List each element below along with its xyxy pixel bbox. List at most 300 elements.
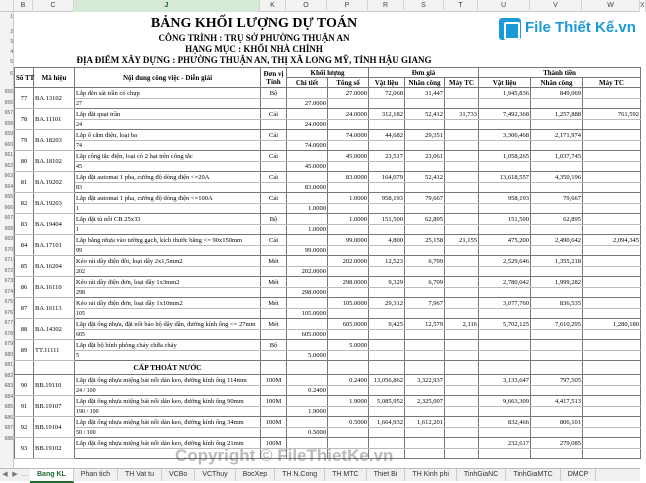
row-empty-cell[interactable]	[583, 330, 641, 340]
sheet-tab[interactable]: DMCP	[561, 469, 597, 481]
row-code[interactable]: BB.19104	[34, 417, 75, 438]
row-number[interactable]: 669	[4, 236, 13, 242]
row-amount-material[interactable]: 3,077,760	[479, 298, 531, 309]
row-number-gutter[interactable]	[0, 12, 14, 468]
row-stt[interactable]: 89	[15, 340, 34, 361]
section-empty[interactable]	[445, 361, 479, 375]
row-explanation[interactable]: 1	[75, 225, 261, 235]
row-material-price[interactable]: 44,682	[369, 130, 405, 141]
section-empty[interactable]	[405, 361, 445, 375]
row-amount-labor[interactable]: 4,350,196	[531, 172, 583, 183]
row-empty-cell[interactable]	[405, 183, 445, 193]
row-number[interactable]: 677	[4, 320, 13, 326]
row-description[interactable]: Lắp ổ cắm điện, loại ba	[75, 130, 261, 141]
row-amount-labor[interactable]: 797,505	[531, 375, 583, 386]
row-labor-price[interactable]: 23,061	[405, 151, 445, 162]
row-stt[interactable]: 82	[15, 193, 34, 214]
row-unit-empty[interactable]	[261, 204, 287, 214]
table-row[interactable]	[15, 340, 641, 351]
row-number[interactable]: 5	[10, 59, 13, 65]
row-total[interactable]: 5.0000	[328, 340, 369, 351]
row-total[interactable]: 105.0000	[328, 298, 369, 309]
row-empty-cell[interactable]	[405, 246, 445, 256]
row-amount-labor[interactable]: 7,610,295	[531, 319, 583, 330]
row-detail-empty[interactable]	[287, 130, 328, 141]
row-amount-material[interactable]: 832,466	[479, 417, 531, 428]
row-stt[interactable]: 83	[15, 214, 34, 235]
row-description[interactable]: Lắp đặt automat 1 pha, cường độ dòng điện <=20A	[75, 172, 261, 183]
row-detail-empty[interactable]	[287, 375, 328, 386]
row-detail-qty[interactable]: 298.0000	[287, 288, 328, 298]
row-machine-price[interactable]	[445, 417, 479, 428]
row-unit[interactable]: Bộ	[261, 88, 287, 99]
row-stt[interactable]: 85	[15, 256, 34, 277]
row-amount-machine[interactable]	[583, 151, 641, 162]
row-empty-cell[interactable]	[369, 428, 405, 438]
row-number[interactable]: 682	[4, 372, 13, 379]
row-code[interactable]: BA.11101	[34, 109, 75, 130]
row-empty-cell[interactable]	[328, 183, 369, 193]
row-empty-cell[interactable]	[479, 204, 531, 214]
row-unit-empty[interactable]	[261, 351, 287, 361]
section-empty[interactable]	[15, 361, 34, 375]
row-unit-empty[interactable]	[261, 183, 287, 193]
row-machine-price[interactable]: 21,155	[445, 235, 479, 246]
row-machine-price[interactable]	[445, 151, 479, 162]
row-empty-cell[interactable]	[531, 225, 583, 235]
row-unit-empty[interactable]	[261, 267, 287, 277]
row-amount-material[interactable]: 9,663,309	[479, 396, 531, 407]
row-empty-cell[interactable]	[445, 183, 479, 193]
row-empty-cell[interactable]	[531, 428, 583, 438]
row-machine-price[interactable]	[445, 438, 479, 449]
row-number[interactable]: 664	[4, 183, 13, 190]
row-code[interactable]: TT.11111	[34, 340, 75, 361]
row-empty-cell[interactable]	[445, 225, 479, 235]
row-amount-material[interactable]: 1,058,265	[479, 151, 531, 162]
row-number[interactable]: 674	[4, 288, 13, 295]
row-amount-material[interactable]: 2,780,042	[479, 277, 531, 288]
row-labor-price[interactable]: 3,322,937	[405, 375, 445, 386]
row-explanation[interactable]: 74	[75, 141, 261, 151]
row-empty-cell[interactable]	[445, 204, 479, 214]
row-empty-cell[interactable]	[328, 407, 369, 417]
row-empty-cell[interactable]	[583, 386, 641, 396]
row-material-price[interactable]	[369, 340, 405, 351]
row-amount-labor[interactable]: 1,257,888	[531, 109, 583, 120]
table-row-detail[interactable]	[15, 407, 641, 417]
row-empty-cell[interactable]	[583, 267, 641, 277]
row-labor-price[interactable]: 31,447	[405, 88, 445, 99]
row-description[interactable]: Lắp đặt quạt trần	[75, 109, 261, 120]
column-header-P[interactable]: P	[327, 0, 368, 12]
row-amount-machine[interactable]	[583, 396, 641, 407]
row-empty-cell[interactable]	[445, 330, 479, 340]
row-empty-cell[interactable]	[405, 141, 445, 151]
row-detail-empty[interactable]	[287, 298, 328, 309]
row-unit-empty[interactable]	[261, 99, 287, 109]
row-number[interactable]: 675	[4, 299, 13, 305]
row-empty-cell[interactable]	[405, 428, 445, 438]
row-total[interactable]: 0.2400	[328, 375, 369, 386]
row-number[interactable]: 667	[4, 215, 13, 221]
table-row[interactable]	[15, 193, 641, 204]
row-unit[interactable]: Cái	[261, 151, 287, 162]
column-header-bar[interactable]	[0, 0, 645, 12]
row-unit[interactable]: Bộ	[261, 214, 287, 225]
row-amount-labor[interactable]: 2,490,642	[531, 235, 583, 246]
sheet-tab[interactable]: BocXep	[236, 469, 276, 481]
row-detail-qty[interactable]: 0.5000	[287, 428, 328, 438]
table-row[interactable]	[15, 256, 641, 267]
row-description[interactable]: Lắp công tắc điện, loại có 2 hạt trên công tắc	[75, 151, 261, 162]
row-machine-price[interactable]	[445, 88, 479, 99]
row-stt[interactable]: 88	[15, 319, 34, 340]
row-amount-labor[interactable]: 836,535	[531, 298, 583, 309]
row-code[interactable]: BA.14302	[34, 319, 75, 340]
column-header-W[interactable]: W	[582, 0, 640, 12]
row-description[interactable]: Lắp đặt ống nhựa miệng bát nối dán keo, đường kính ống 21mm	[75, 438, 261, 449]
row-empty-cell[interactable]	[328, 351, 369, 361]
row-empty-cell[interactable]	[328, 120, 369, 130]
row-unit[interactable]: 100M	[261, 438, 287, 449]
row-amount-labor[interactable]: 79,667	[531, 193, 583, 204]
row-description[interactable]: Lắp băng nhựa vào tường gạch, kích thước băng <= 90x150mm	[75, 235, 261, 246]
row-code[interactable]: BA.19202	[34, 172, 75, 193]
row-empty-cell[interactable]	[445, 120, 479, 130]
row-empty-cell[interactable]	[328, 330, 369, 340]
row-description[interactable]: Kéo rải dây điện đôi, loại dây 2x1,5mm2	[75, 256, 261, 267]
row-empty-cell[interactable]	[405, 351, 445, 361]
more-tabs-icon[interactable]: …	[21, 471, 29, 478]
row-empty-cell[interactable]	[479, 267, 531, 277]
row-labor-price[interactable]: 12,579	[405, 319, 445, 330]
row-empty-cell[interactable]	[445, 428, 479, 438]
row-stt[interactable]: 93	[15, 438, 34, 459]
row-labor-price[interactable]: 25,158	[405, 235, 445, 246]
table-row-detail[interactable]	[15, 330, 641, 340]
table-row-detail[interactable]	[15, 120, 641, 130]
row-detail-empty[interactable]	[287, 109, 328, 120]
row-empty-cell[interactable]	[328, 162, 369, 172]
row-description[interactable]: Lắp đặt ống nhựa miệng bát nối dán keo, đường kính ống 90mm	[75, 396, 261, 407]
row-amount-machine[interactable]	[583, 438, 641, 449]
sheet-tab[interactable]: Phan tich	[74, 469, 118, 481]
row-labor-price[interactable]: 7,967	[405, 298, 445, 309]
row-material-price[interactable]: 23,517	[369, 151, 405, 162]
row-stt[interactable]: 78	[15, 109, 34, 130]
row-code[interactable]: BA.18102	[34, 151, 75, 172]
row-unit-empty[interactable]	[261, 120, 287, 130]
row-code[interactable]: BA.19404	[34, 214, 75, 235]
row-explanation[interactable]: 5	[75, 351, 261, 361]
row-empty-cell[interactable]	[583, 428, 641, 438]
row-unit[interactable]: Cái	[261, 235, 287, 246]
row-unit[interactable]: Mét	[261, 319, 287, 330]
row-code[interactable]: BB.19107	[34, 396, 75, 417]
row-unit[interactable]: Cái	[261, 109, 287, 120]
row-unit-empty[interactable]	[261, 246, 287, 256]
row-description[interactable]: Lắp đặt bộ bình phòng cháy chữa cháy	[75, 340, 261, 351]
row-empty-cell[interactable]	[531, 288, 583, 298]
row-empty-cell[interactable]	[328, 428, 369, 438]
row-material-price[interactable]: 72,068	[369, 88, 405, 99]
row-detail-qty[interactable]: 0.2400	[287, 386, 328, 396]
row-empty-cell[interactable]	[445, 386, 479, 396]
row-description[interactable]: Lắp đặt tủ nổi CB 25x33	[75, 214, 261, 225]
row-number[interactable]: 662	[4, 162, 13, 169]
row-empty-cell[interactable]	[479, 407, 531, 417]
row-unit[interactable]: Cái	[261, 193, 287, 204]
table-row-detail[interactable]	[15, 141, 641, 151]
row-empty-cell[interactable]	[479, 120, 531, 130]
table-row[interactable]	[15, 130, 641, 141]
row-unit-empty[interactable]	[261, 288, 287, 298]
row-machine-price[interactable]	[445, 130, 479, 141]
row-amount-material[interactable]: 3,306,468	[479, 130, 531, 141]
row-number[interactable]: 685	[4, 404, 13, 410]
row-empty-cell[interactable]	[479, 162, 531, 172]
row-number[interactable]: 660	[4, 141, 13, 148]
row-empty-cell[interactable]	[445, 141, 479, 151]
row-empty-cell[interactable]	[583, 309, 641, 319]
row-code[interactable]: BA.13102	[34, 88, 75, 109]
table-row[interactable]	[15, 277, 641, 288]
row-empty-cell[interactable]	[479, 330, 531, 340]
row-detail-empty[interactable]	[287, 319, 328, 330]
row-number[interactable]: 2	[10, 29, 13, 35]
row-explanation[interactable]: 45	[75, 162, 261, 172]
row-empty-cell[interactable]	[583, 246, 641, 256]
row-amount-material[interactable]: 2,529,646	[479, 256, 531, 267]
row-empty-cell[interactable]	[445, 351, 479, 361]
row-labor-price[interactable]: 79,667	[405, 193, 445, 204]
row-empty-cell[interactable]	[405, 120, 445, 130]
row-labor-price[interactable]: 1,612,201	[405, 417, 445, 428]
row-empty-cell[interactable]	[445, 449, 479, 459]
row-empty-cell[interactable]	[405, 204, 445, 214]
row-amount-machine[interactable]	[583, 130, 641, 141]
row-number[interactable]: 672	[4, 267, 13, 274]
row-machine-price[interactable]: 31,733	[445, 109, 479, 120]
row-empty-cell[interactable]	[583, 449, 641, 459]
row-explanation[interactable]: 27	[75, 99, 261, 109]
row-code[interactable]: BA.16113	[34, 298, 75, 319]
row-description[interactable]: Lắp đặt automat 1 pha, cường độ dòng điện <=100A	[75, 193, 261, 204]
row-amount-machine[interactable]: 761,592	[583, 109, 641, 120]
row-detail-qty[interactable]: 1.0000	[287, 225, 328, 235]
row-number[interactable]: 673	[4, 278, 13, 284]
row-labor-price[interactable]: 52,412	[405, 172, 445, 183]
row-total[interactable]: 83.0000	[328, 172, 369, 183]
row-empty-cell[interactable]	[583, 407, 641, 417]
row-code[interactable]: BA.16110	[34, 277, 75, 298]
row-empty-cell[interactable]	[328, 204, 369, 214]
row-empty-cell[interactable]	[445, 407, 479, 417]
row-amount-material[interactable]: 1,945,836	[479, 88, 531, 99]
row-amount-material[interactable]: 5,702,125	[479, 319, 531, 330]
row-number[interactable]: 6	[10, 71, 13, 77]
row-empty-cell[interactable]	[479, 449, 531, 459]
column-header-J[interactable]: J	[74, 0, 260, 12]
row-empty-cell[interactable]	[531, 246, 583, 256]
table-row[interactable]	[15, 417, 641, 428]
row-number[interactable]: 3	[10, 39, 13, 45]
row-description[interactable]: Kéo rải dây điện đơn, loại dây 1x3mm2	[75, 277, 261, 288]
row-unit-empty[interactable]	[261, 407, 287, 417]
row-empty-cell[interactable]	[583, 141, 641, 151]
table-row-detail[interactable]	[15, 162, 641, 172]
row-explanation[interactable]: 83	[75, 183, 261, 193]
row-code[interactable]: BA.18203	[34, 130, 75, 151]
row-empty-cell[interactable]	[479, 141, 531, 151]
row-labor-price[interactable]	[405, 340, 445, 351]
row-amount-labor[interactable]: 1,355,218	[531, 256, 583, 267]
row-total[interactable]: 1.0000	[328, 193, 369, 204]
row-labor-price[interactable]: 6,709	[405, 256, 445, 267]
row-empty-cell[interactable]	[479, 288, 531, 298]
row-unit[interactable]: Mét	[261, 298, 287, 309]
row-amount-labor[interactable]: 806,101	[531, 417, 583, 428]
row-detail-qty[interactable]: 1.0000	[287, 204, 328, 214]
row-empty-cell[interactable]	[405, 309, 445, 319]
tab-scroll-left-icon[interactable]: ◀	[2, 471, 8, 478]
row-description[interactable]: Lắp đặt ống nhựa miệng bát nối dán keo, đường kính ống 114mm	[75, 375, 261, 386]
column-header-R[interactable]: R	[368, 0, 404, 12]
row-empty-cell[interactable]	[369, 407, 405, 417]
row-empty-cell[interactable]	[405, 99, 445, 109]
row-empty-cell[interactable]	[328, 99, 369, 109]
row-detail-empty[interactable]	[287, 151, 328, 162]
row-unit[interactable]: Bộ	[261, 340, 287, 351]
row-material-price[interactable]: 151,500	[369, 214, 405, 225]
sheet-tab[interactable]: VCThuy	[195, 469, 235, 481]
row-empty-cell[interactable]	[328, 267, 369, 277]
row-unit[interactable]: 100M	[261, 375, 287, 386]
row-detail-empty[interactable]	[287, 340, 328, 351]
row-amount-labor[interactable]: 1,037,745	[531, 151, 583, 162]
row-code[interactable]: BB.19110	[34, 375, 75, 396]
row-material-price[interactable]: 958,193	[369, 193, 405, 204]
column-header-V[interactable]: V	[530, 0, 582, 12]
table-row[interactable]	[15, 214, 641, 225]
row-stt[interactable]: 77	[15, 88, 34, 109]
row-empty-cell[interactable]	[479, 225, 531, 235]
row-detail-empty[interactable]	[287, 193, 328, 204]
row-empty-cell[interactable]	[405, 330, 445, 340]
table-row-detail[interactable]	[15, 99, 641, 109]
row-empty-cell[interactable]	[369, 351, 405, 361]
row-explanation[interactable]: 605	[75, 330, 261, 340]
row-number[interactable]: 671	[4, 257, 13, 263]
row-amount-labor[interactable]: 849,069	[531, 88, 583, 99]
row-number[interactable]: 4	[10, 49, 13, 55]
section-label[interactable]: CẤP THOÁT NƯỚC	[75, 361, 261, 375]
row-description[interactable]: Lắp đặt ống nhựa miệng bát nối dán keo, đường kính ống 34mm	[75, 417, 261, 428]
row-empty-cell[interactable]	[531, 449, 583, 459]
row-empty-cell[interactable]	[531, 330, 583, 340]
row-total[interactable]: 74.0000	[328, 130, 369, 141]
row-empty-cell[interactable]	[405, 162, 445, 172]
select-all-corner[interactable]	[0, 0, 14, 12]
row-empty-cell[interactable]	[583, 183, 641, 193]
row-material-price[interactable]: 5,085,952	[369, 396, 405, 407]
column-header-S[interactable]: S	[404, 0, 444, 12]
row-detail-empty[interactable]	[287, 214, 328, 225]
sheet-tab[interactable]: Bang KL	[30, 469, 74, 483]
row-empty-cell[interactable]	[583, 288, 641, 298]
section-empty[interactable]	[479, 361, 531, 375]
column-header-B[interactable]: B	[14, 0, 33, 12]
row-detail-qty[interactable]: 605.0000	[287, 330, 328, 340]
row-amount-labor[interactable]: 279,085	[531, 438, 583, 449]
row-detail-qty[interactable]: 105.0000	[287, 309, 328, 319]
row-description[interactable]: Lắp đặt ống nhựa, đặt nổi bảo hộ dây dẫn, đường kính ống <= 27mm	[75, 319, 261, 330]
row-amount-labor[interactable]: 4,417,513	[531, 396, 583, 407]
row-labor-price[interactable]: 62,895	[405, 214, 445, 225]
table-row[interactable]	[15, 151, 641, 162]
row-amount-machine[interactable]: 2,094,345	[583, 235, 641, 246]
worksheet[interactable]	[14, 12, 640, 468]
row-number[interactable]: 676	[4, 309, 13, 316]
row-stt[interactable]: 91	[15, 396, 34, 417]
table-row[interactable]	[15, 88, 641, 99]
table-row-detail[interactable]	[15, 267, 641, 277]
row-amount-material[interactable]	[479, 340, 531, 351]
section-empty[interactable]	[531, 361, 583, 375]
row-labor-price[interactable]	[405, 438, 445, 449]
row-empty-cell[interactable]	[531, 141, 583, 151]
row-amount-machine[interactable]	[583, 298, 641, 309]
row-amount-material[interactable]: 475,200	[479, 235, 531, 246]
row-empty-cell[interactable]	[479, 309, 531, 319]
row-amount-machine[interactable]	[583, 256, 641, 267]
row-description[interactable]: Lắp đèn sát trần có chụp	[75, 88, 261, 99]
row-empty-cell[interactable]	[369, 120, 405, 130]
sheet-tab[interactable]: Thiet Bi	[367, 469, 406, 481]
row-explanation[interactable]: 105	[75, 309, 261, 319]
row-total[interactable]: 1.0000	[328, 214, 369, 225]
sheet-tab[interactable]: TH Kinh phi	[405, 469, 457, 481]
row-empty-cell[interactable]	[583, 351, 641, 361]
row-detail-empty[interactable]	[287, 256, 328, 267]
row-number[interactable]: 1	[10, 14, 13, 20]
row-empty-cell[interactable]	[531, 162, 583, 172]
row-total[interactable]: 1.9000	[328, 396, 369, 407]
row-amount-material[interactable]: 232,617	[479, 438, 531, 449]
row-empty-cell[interactable]	[328, 309, 369, 319]
row-empty-cell[interactable]	[369, 330, 405, 340]
row-material-price[interactable]: 13,056,862	[369, 375, 405, 386]
row-amount-material[interactable]: 151,500	[479, 214, 531, 225]
row-empty-cell[interactable]	[531, 407, 583, 417]
row-detail-qty[interactable]: 83.0000	[287, 183, 328, 193]
row-labor-price[interactable]: 52,412	[405, 109, 445, 120]
row-number[interactable]: 679	[4, 341, 13, 347]
row-empty-cell[interactable]	[369, 267, 405, 277]
row-code[interactable]: BA.19203	[34, 193, 75, 214]
row-explanation[interactable]: 298	[75, 288, 261, 298]
row-empty-cell[interactable]	[583, 225, 641, 235]
row-detail-empty[interactable]	[287, 172, 328, 183]
row-empty-cell[interactable]	[445, 267, 479, 277]
row-empty-cell[interactable]	[369, 141, 405, 151]
table-row[interactable]	[15, 109, 641, 120]
row-number[interactable]: 687	[4, 425, 13, 431]
row-stt[interactable]: 87	[15, 298, 34, 319]
row-unit[interactable]: Cái	[261, 172, 287, 183]
row-empty-cell[interactable]	[445, 288, 479, 298]
